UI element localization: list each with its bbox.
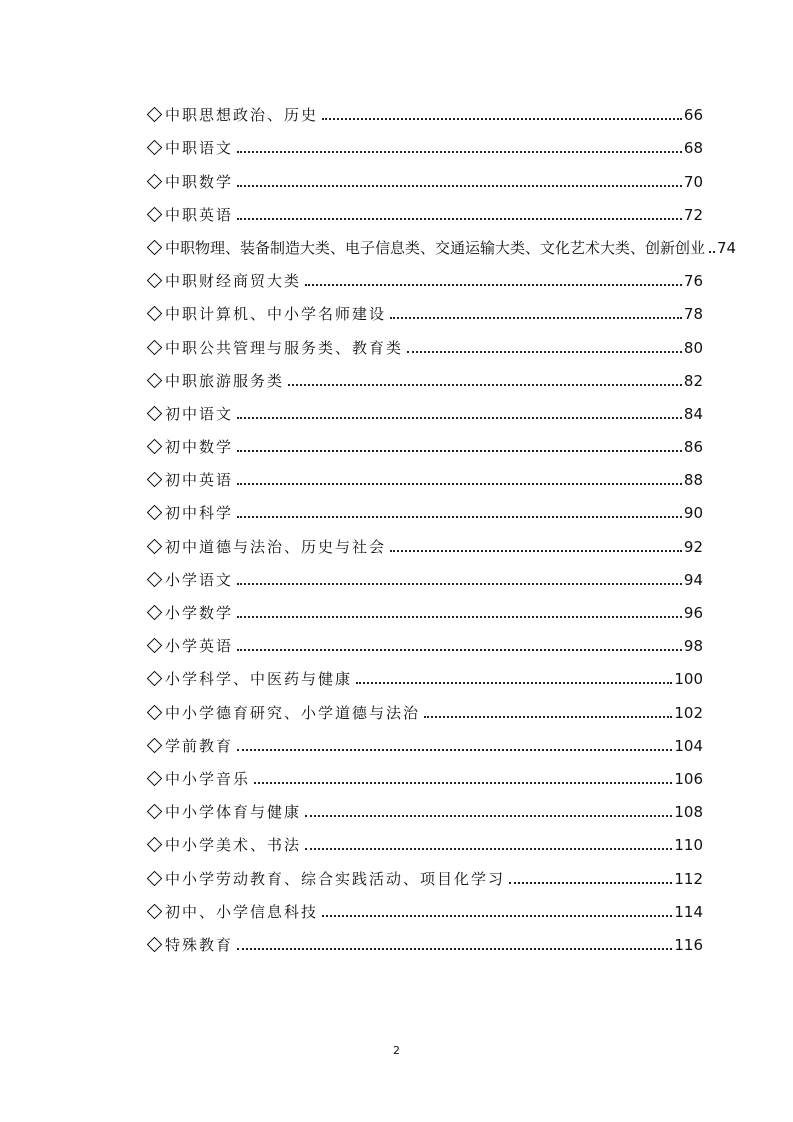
diamond-icon — [147, 605, 163, 621]
toc-item[interactable] — [146, 689, 703, 722]
toc-page-number: 90 — [683, 504, 703, 523]
toc-page-number: 84 — [683, 404, 703, 423]
toc-page-number: 80 — [683, 338, 703, 357]
toc-item[interactable] — [146, 723, 703, 756]
dot-leader — [237, 516, 682, 518]
diamond-icon — [147, 538, 163, 554]
diamond-icon — [147, 472, 163, 488]
diamond-icon — [147, 937, 163, 953]
toc-item[interactable] — [146, 922, 703, 955]
toc-page-number: 70 — [683, 172, 703, 191]
toc-item[interactable] — [146, 789, 703, 822]
diamond-icon — [147, 804, 163, 820]
toc-item[interactable] — [146, 125, 703, 158]
toc-page-number: 116 — [674, 935, 703, 954]
diamond-icon — [147, 572, 163, 588]
dot-leader — [237, 450, 682, 452]
toc-item[interactable] — [146, 92, 703, 125]
toc-page-number: 76 — [683, 272, 703, 291]
toc-page-number: 74 — [717, 238, 737, 257]
dot-leader — [237, 948, 672, 950]
toc-item[interactable] — [146, 358, 703, 391]
toc-title: 中职公共管理与服务类、教育类 — [165, 338, 404, 357]
dot-leader — [390, 550, 682, 552]
diamond-icon — [147, 372, 163, 388]
toc-item[interactable] — [146, 822, 703, 855]
dot-leader — [237, 749, 672, 751]
toc-title: 初中、小学信息科技 — [165, 902, 319, 921]
toc-title: 中职语文 — [165, 139, 234, 158]
toc-title: 中职计算机、中小学名师建设 — [165, 305, 387, 324]
diamond-icon — [147, 837, 163, 853]
toc-page-number: 94 — [683, 570, 703, 589]
toc-page-number: 112 — [674, 869, 703, 888]
dot-leader — [390, 317, 682, 319]
diamond-icon — [147, 406, 163, 422]
toc-title: 小学语文 — [165, 570, 234, 589]
dot-leader — [407, 351, 682, 353]
toc-item[interactable] — [146, 756, 703, 789]
dot-leader — [305, 815, 672, 817]
toc-item[interactable] — [146, 158, 703, 191]
toc-title: 中职数学 — [165, 172, 234, 191]
toc-title: 小学数学 — [165, 604, 234, 622]
toc-page-number: 96 — [683, 604, 703, 622]
dot-leader — [237, 483, 682, 485]
toc-item[interactable] — [146, 623, 703, 656]
toc-page-number: 114 — [674, 902, 703, 921]
toc-title: 中职英语 — [165, 205, 234, 224]
diamond-icon — [147, 771, 163, 787]
toc-item[interactable] — [146, 457, 703, 490]
toc-item[interactable] — [146, 855, 703, 888]
toc-page-number: 78 — [683, 305, 703, 324]
toc-title: 小学英语 — [165, 637, 234, 656]
footer-page-number: 2 — [393, 1044, 400, 1057]
dot-leader — [237, 417, 682, 419]
toc-item[interactable] — [146, 324, 703, 357]
toc-item[interactable] — [146, 225, 737, 258]
toc-item[interactable] — [146, 523, 703, 556]
toc-item[interactable] — [146, 424, 703, 457]
toc-item[interactable] — [146, 557, 703, 590]
diamond-icon — [147, 505, 163, 521]
toc-page-number: 66 — [683, 106, 703, 125]
diamond-icon — [147, 439, 163, 455]
diamond-icon — [147, 140, 163, 156]
toc-title: 中小学美术、书法 — [165, 836, 302, 855]
toc-page-number: 110 — [674, 836, 703, 855]
dot-leader — [509, 882, 672, 884]
diamond-icon — [147, 306, 163, 322]
toc-title: 中小学劳动教育、综合实践活动、项目化学习 — [165, 869, 506, 888]
dot-leader — [322, 915, 672, 917]
toc-page-number: 86 — [683, 438, 703, 457]
toc-title: 初中数学 — [165, 438, 234, 457]
toc-page-number: 98 — [683, 637, 703, 656]
dot-leader — [424, 716, 672, 718]
toc-page-number: 106 — [674, 769, 703, 788]
toc-page-number: 82 — [683, 371, 703, 390]
diamond-icon — [147, 107, 163, 123]
toc-page-number: 102 — [674, 703, 703, 722]
toc-title: 中职思想政治、历史 — [165, 106, 319, 125]
toc-page-number: 104 — [674, 736, 703, 755]
diamond-icon — [147, 173, 163, 189]
table-of-contents — [146, 92, 737, 955]
dot-leader — [237, 583, 682, 585]
dot-leader — [305, 848, 672, 850]
dot-leader — [356, 682, 672, 684]
dot-leader — [288, 384, 682, 386]
diamond-icon — [147, 671, 163, 687]
dot-leader — [237, 616, 682, 618]
toc-item[interactable] — [146, 391, 703, 424]
toc-item[interactable] — [146, 656, 703, 689]
dot-leader — [709, 251, 715, 253]
dot-leader — [254, 782, 672, 784]
diamond-icon — [147, 704, 163, 720]
toc-item[interactable] — [146, 590, 703, 623]
toc-title: 初中科学 — [165, 504, 234, 523]
toc-title: 中职物理、装备制造大类、电子信息类、交通运输大类、文化艺术大类、创新创业 — [165, 238, 706, 257]
toc-title: 中小学音乐 — [165, 769, 251, 788]
toc-page-number: 88 — [683, 471, 703, 490]
toc-title: 中小学体育与健康 — [165, 803, 302, 822]
toc-title: 中职财经商贸大类 — [165, 272, 302, 291]
dot-leader — [305, 284, 682, 286]
toc-title: 中职旅游服务类 — [165, 371, 285, 390]
toc-page-number: 100 — [674, 670, 703, 689]
dot-leader — [237, 185, 682, 187]
dot-leader — [237, 649, 682, 651]
toc-page-number: 72 — [683, 205, 703, 224]
toc-page-number: 68 — [683, 139, 703, 158]
toc-item[interactable] — [146, 490, 703, 523]
toc-item[interactable] — [146, 889, 703, 922]
toc-item[interactable] — [146, 192, 703, 225]
dot-leader — [237, 151, 682, 153]
diamond-icon — [147, 206, 163, 222]
diamond-icon — [147, 737, 163, 753]
diamond-icon — [147, 339, 163, 355]
toc-title: 小学科学、中医药与健康 — [165, 670, 353, 689]
dot-leader — [322, 118, 682, 120]
diamond-icon — [147, 870, 163, 886]
toc-title: 学前教育 — [165, 736, 234, 755]
diamond-icon — [147, 903, 163, 919]
toc-item[interactable] — [146, 291, 703, 324]
diamond-icon — [147, 638, 163, 654]
toc-page-number: 108 — [674, 803, 703, 822]
toc-page-number: 92 — [683, 537, 703, 556]
diamond-icon — [147, 240, 163, 256]
diamond-icon — [147, 273, 163, 289]
toc-title: 中小学德育研究、小学道德与法治 — [165, 703, 421, 722]
toc-item[interactable] — [146, 258, 703, 291]
toc-title: 特殊教育 — [165, 935, 234, 954]
toc-title: 初中英语 — [165, 471, 234, 490]
toc-title: 初中语文 — [165, 404, 234, 423]
toc-title: 初中道德与法治、历史与社会 — [165, 537, 387, 556]
dot-leader — [237, 218, 682, 220]
